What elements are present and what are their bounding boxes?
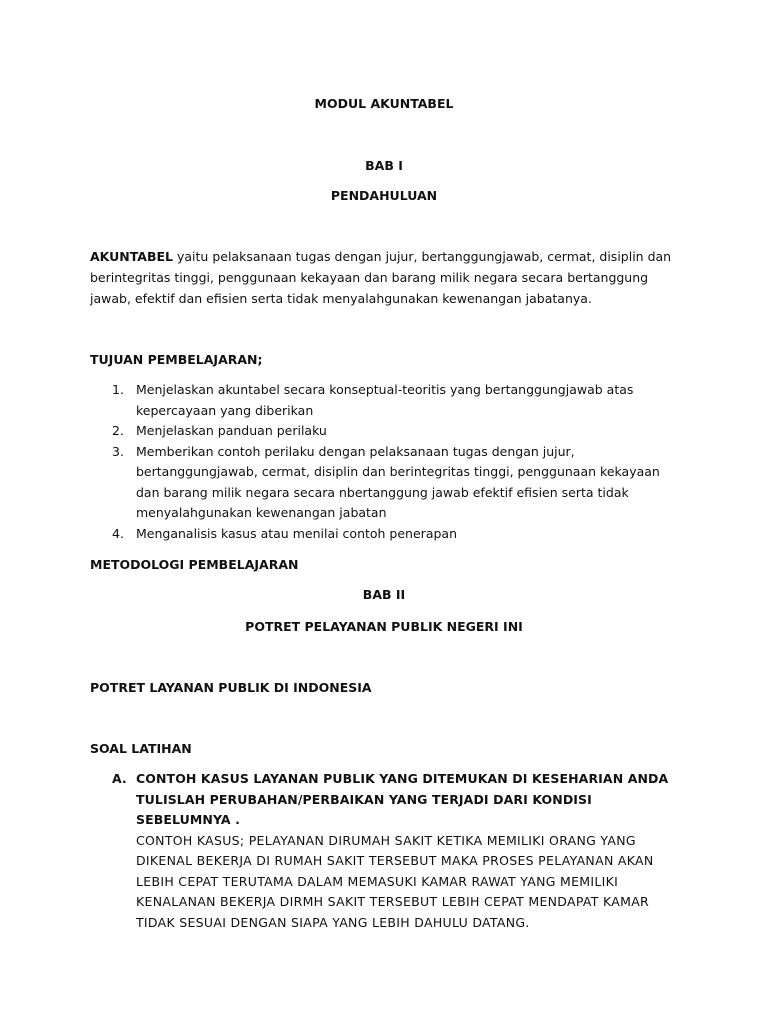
objective-text: Memberikan contoh perilaku dengan pelaksanaan tugas dengan jujur, bertanggungjawab, cermat, disiplin dan berintegritas tinggi, penggunaan kekayaan dan barang milik negara secara nbertanggung jawab efektif efisien serta tidak menyalahgunakan kewenangan jabatan <box>136 443 660 520</box>
objective-number: 1. <box>112 382 124 397</box>
objective-text: Menjelaskan akuntabel secara konseptual-teoritis yang bertanggungjawab atas kepercayaan yang diberikan <box>136 382 634 418</box>
exercise-item <box>90 769 690 933</box>
objectives-list <box>90 380 680 544</box>
objective-item <box>90 421 680 442</box>
chapter-1-title: PENDAHULUAN <box>330 188 438 203</box>
definition-term: AKUNTABEL <box>90 249 174 264</box>
objective-item <box>90 380 680 421</box>
objective-text: Menjelaskan panduan perilaku <box>136 423 327 438</box>
section-heading: POTRET LAYANAN PUBLIK DI INDONESIA <box>90 680 372 695</box>
exercise-answer: CONTOH KASUS; PELAYANAN DIRUMAH SAKIT KETIKA MEMILIKI ORANG YANG DIKENAL BEKERJA DI RUMAH SAKIT TERSEBUT MAKA PROSES PELAYANAN AKAN LEBIH CEPAT TERUTAMA DALAM MEMASUKI KAMAR RAWAT YANG MEMILIKI KENALANAN BEKERJA DIRMH SAKIT TERSEBUT LEBIH CEPAT MENDAPAT KAMAR TIDAK SESUAI DENGAN SIAPA YANG LEBIH DAHULU DATANG. <box>136 832 654 930</box>
chapter-2-number: BAB II <box>362 587 406 602</box>
exercise-question: CONTOH KASUS LAYANAN PUBLIK YANG DITEMUKAN DI KESEHARIAN ANDA TULISLAH PERUBAHAN/PERBAIKAN YANG TERJADI DARI KONDISI SEBELUMNYA . <box>136 771 669 827</box>
definition-paragraph <box>90 246 680 309</box>
objective-item <box>90 442 680 524</box>
objectives-heading: TUJUAN PEMBELAJARAN; <box>90 352 263 367</box>
methodology-heading: METODOLOGI PEMBELAJARAN <box>90 557 299 572</box>
exercise-heading: SOAL LATIHAN <box>90 741 192 756</box>
definition-text: yaitu pelaksanaan tugas dengan jujur, bertanggungjawab, cermat, disiplin dan berintegritas tinggi, penggunaan kekayaan dan barang milik negara secara bertanggung jawab, efektif dan efisien serta tidak menyalahgunakan kewenangan jabatanya. <box>90 249 672 306</box>
objective-item <box>90 524 680 545</box>
objective-number: 2. <box>112 423 124 438</box>
chapter-1-number: BAB I <box>365 158 403 173</box>
document-title: MODUL AKUNTABEL <box>314 96 454 111</box>
objective-text: Menganalisis kasus atau menilai contoh penerapan <box>136 525 457 541</box>
objective-number: 3. <box>112 443 124 459</box>
chapter-2-title: POTRET PELAYANAN PUBLIK NEGERI INI <box>245 619 523 634</box>
exercise-body <box>90 769 690 933</box>
objective-number: 4. <box>112 525 124 541</box>
exercise-letter: A. <box>112 771 127 786</box>
